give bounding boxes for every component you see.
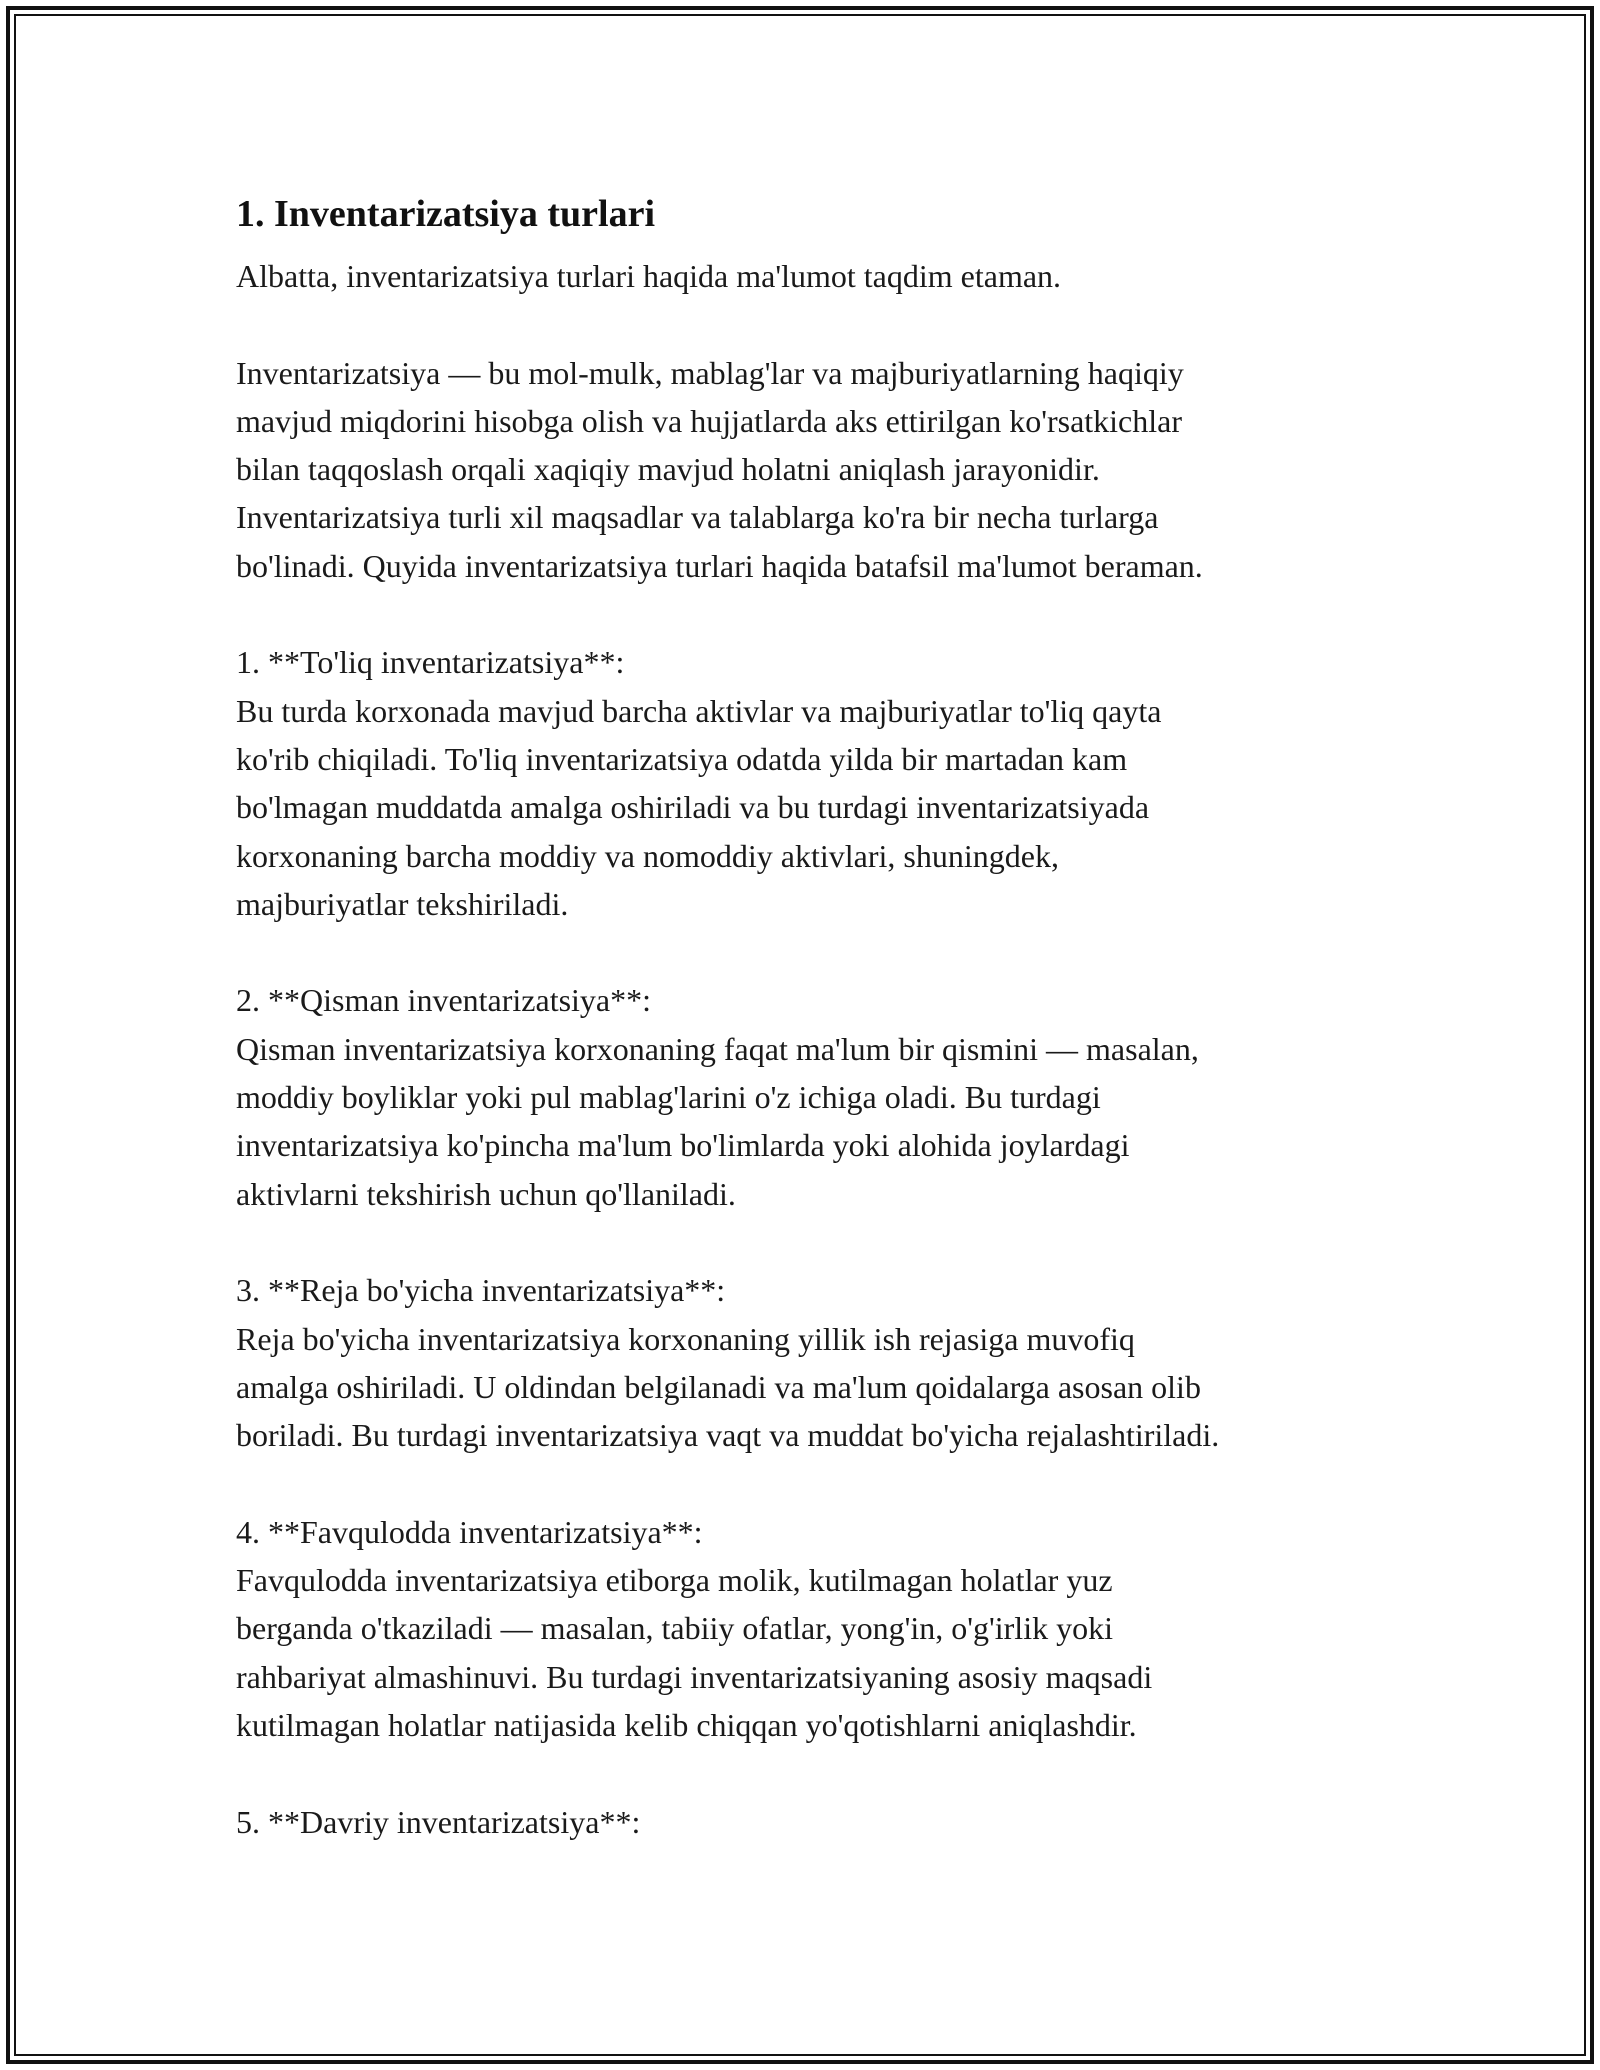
item-title-full: 1. **To'liq inventarizatsiya**: — [236, 644, 625, 681]
item-body-full: Bu turda korxonada mavjud barcha aktivlar va majburiyatlar to'liq qayta ko'rib chiqiladi. To'liq inventarizatsiya odatda yilda bir martadan kam bo'lmagan muddatda amalga oshiriladi va bu turdagi inventarizatsiyada korxonaning barcha moddiy va nomoddiy aktivlari, shuningdek, majburiyatlar tekshiriladi. — [236, 692, 1162, 922]
item-title-emergency: 4. **Favqulodda inventarizatsiya**: — [236, 1513, 703, 1550]
document-body — [236, 186, 1376, 1846]
intro-paragraph: Albatta, inventarizatsiya turlari haqida ma'lumot taqdim etaman. — [236, 258, 1062, 294]
paragraph-spacer — [236, 1749, 1376, 1797]
paragraph-spacer — [236, 590, 1376, 638]
paragraph-spacer — [236, 928, 1376, 976]
item-body-planned: Reja bo'yicha inventarizatsiya korxonaning yillik ish rejasiga muvofiq amalga oshiriladi. U oldindan belgilanadi va ma'lum qoidalarga asosan olib boriladi. Bu turdagi inventarizatsiya vaqt va muddat bo'yicha rejalashtiriladi. — [236, 1320, 1220, 1454]
section-heading: 1. Inventarizatsiya turlari — [236, 193, 656, 235]
paragraph-spacer — [236, 1218, 1376, 1266]
item-title-partial: 2. **Qisman inventarizatsiya**: — [236, 982, 652, 1019]
definition-paragraph: Inventarizatsiya — bu mol-mulk, mablag'lar va majburiyatlarning haqiqiy mavjud miqdorini hisobga olish va hujjatlarda aks ettirilgan ko'rsatkichlar bilan taqqoslash orqali xaqiqiy mavjud holatni aniqlash jarayonidir. Inventarizatsiya turli xil maqsadlar va talablarga ko'ra bir necha turlarga bo'linadi. Quyida inventarizatsiya turlari haqida batafsil ma'lumot beraman. — [236, 354, 1203, 584]
item-body-emergency: Favqulodda inventarizatsiya etiborga molik, kutilmagan holatlar yuz berganda o'tkaziladi — masalan, tabiiy ofatlar, yong'in, o'g'irlik yoki rahbariyat almashinuvi. Bu turdagi inventarizatsiyaning asosiy maqsadi kutilmagan holatlar natijasida kelib chiqqan yo'qotishlarni aniqlashdir. — [236, 1562, 1153, 1743]
item-body-partial: Qisman inventarizatsiya korxonaning faqat ma'lum bir qismini — masalan, moddiy boyliklar yoki pul mablag'larini o'z ichiga oladi. Bu turdagi inventarizatsiya ko'pincha ma'lum bo'limlarda yoki alohida joylardagi aktivlarni tekshirish uchun qo'llaniladi. — [236, 1030, 1199, 1212]
paragraph-spacer — [236, 300, 1376, 348]
paragraph-spacer — [236, 1459, 1376, 1507]
item-title-planned: 3. **Reja bo'yicha inventarizatsiya**: — [236, 1272, 726, 1309]
item-title-periodic: 5. **Davriy inventarizatsiya**: — [236, 1803, 641, 1840]
